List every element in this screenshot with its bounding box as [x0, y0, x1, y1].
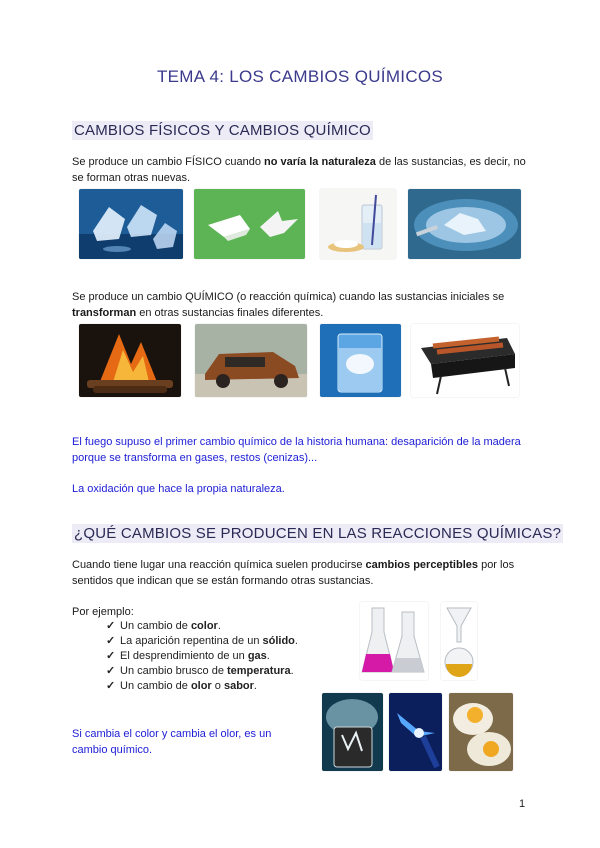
barbecue-grill-image — [411, 324, 519, 397]
fisico-text-pre: Se produce un cambio FÍSICO cuando — [72, 156, 264, 168]
pink-flasks-image — [360, 602, 428, 680]
list-item — [106, 619, 298, 634]
item-text: Un cambio de — [120, 620, 191, 632]
paragraph-cambio-fisico — [72, 154, 532, 186]
item-end: . — [294, 635, 298, 647]
fisico-text-post: de las sustancias, es decir, no se forman otras nuevas. — [72, 156, 526, 184]
check-icon: ✓ — [106, 620, 116, 632]
item-bold: color — [190, 620, 218, 632]
item-text: Un cambio de — [120, 680, 191, 692]
list-item — [106, 649, 298, 664]
item-bold: temperatura — [227, 665, 291, 677]
item-mid: o — [211, 680, 224, 692]
item-end: . — [253, 680, 257, 692]
intro-text-pre: Cuando tiene lugar una reacción química suelen producirse — [72, 559, 366, 571]
checklist — [106, 619, 298, 694]
page-number: 1 — [519, 798, 526, 810]
intro-text-bold: cambios perceptibles — [365, 559, 479, 571]
ice-cubes-image — [79, 189, 183, 259]
note-color-olor: Si cambia el color y cambia el olor, es un cambio químico. — [72, 728, 272, 756]
paragraph-cambio-quimico — [72, 289, 532, 321]
item-bold: sólido — [262, 635, 295, 647]
ice-plate-image — [408, 189, 521, 259]
check-icon: ✓ — [106, 650, 116, 662]
fisico-text-bold: no varía la naturaleza — [264, 156, 376, 168]
item-text: La aparición repentina de un — [120, 635, 263, 647]
check-icon: ✓ — [106, 635, 116, 647]
intro-text-post: por los sentidos que indican que se están formando otras sustancias. — [72, 559, 515, 587]
list-item — [106, 679, 298, 694]
fried-eggs-image — [449, 693, 513, 771]
sugar-water-image — [320, 189, 396, 259]
item-text: Un cambio brusco de — [120, 665, 227, 677]
page-title: TEMA 4: LOS CAMBIOS QUÍMICOS — [156, 67, 444, 86]
rusted-car-image — [195, 324, 307, 397]
paper-boat-image — [194, 189, 305, 259]
example-label: Por ejemplo: — [72, 606, 134, 618]
note-fuego: El fuego supuso el primer cambio químico de la historia humana: desaparición de la madera porque se transforma en gases, restos (cenizas)... — [72, 436, 521, 464]
quimico-text-post: en otras sustancias finales diferentes. — [136, 307, 324, 319]
quimico-text-pre: Se produce un cambio QUÍMICO (o reacción química) cuando las sustancias iniciales se — [72, 291, 505, 303]
section-heading-cambios: CAMBIOS FÍSICOS Y CAMBIOS QUÍMICO — [74, 122, 371, 139]
blue-flame-image — [389, 693, 442, 771]
item-bold: olor — [190, 680, 212, 692]
item-bold: gas — [247, 650, 267, 662]
note-oxidacion: La oxidación que hace la propia naturaleza. — [72, 483, 285, 495]
paragraph-reacciones-intro — [72, 557, 532, 589]
item-end: . — [290, 665, 294, 677]
list-item — [106, 634, 298, 649]
burning-wood-image — [79, 324, 181, 397]
item-text: El desprendimiento de un — [120, 650, 248, 662]
section-heading-reacciones: ¿QUÉ CAMBIOS SE PRODUCEN EN LAS REACCIONES QUÍMICAS? — [74, 525, 562, 542]
item-bold: sabor — [223, 680, 254, 692]
smoking-beaker-image — [322, 693, 383, 771]
check-icon: ✓ — [106, 680, 116, 692]
check-icon: ✓ — [106, 665, 116, 677]
list-item — [106, 664, 298, 679]
item-end: . — [217, 620, 221, 632]
effervescent-tablet-image — [320, 324, 401, 397]
funnel-flask-image — [441, 602, 477, 680]
item-end: . — [266, 650, 270, 662]
quimico-text-bold: transforman — [72, 307, 137, 319]
